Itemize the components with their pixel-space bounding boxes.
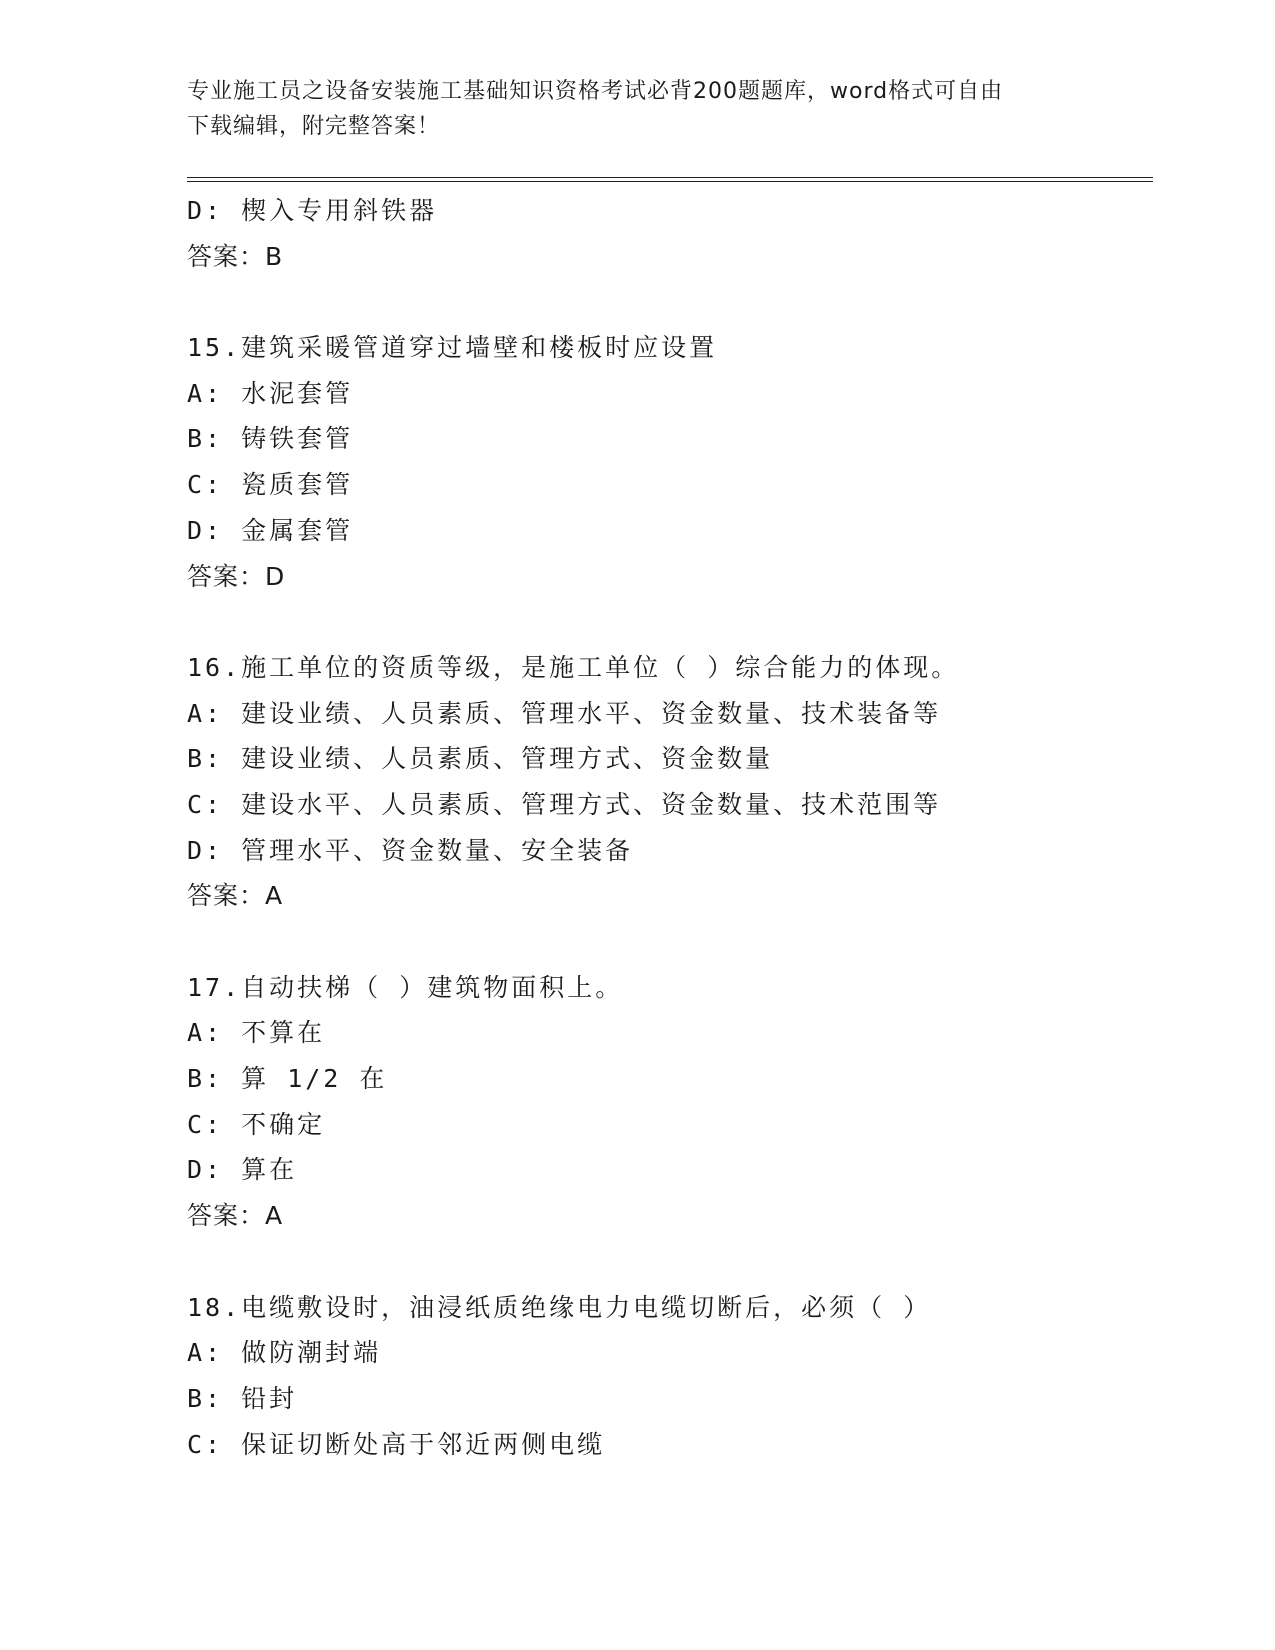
prev-answer: 答案：B bbox=[187, 241, 284, 271]
question-stem: 16.施工单位的资质等级，是施工单位（ ）综合能力的体现。 bbox=[187, 652, 960, 682]
option-b: B: 算 1/2 在 bbox=[187, 1064, 388, 1094]
option-b: B: 铅封 bbox=[187, 1383, 298, 1413]
prev-option-d: D: 楔入专用斜铁器 bbox=[187, 196, 438, 225]
option-b: B: 建设业绩、人员素质、管理方式、资金数量 bbox=[187, 744, 774, 774]
option-c: C: 建设水平、人员素质、管理方式、资金数量、技术范围等 bbox=[187, 789, 942, 819]
spacer bbox=[187, 279, 1153, 325]
spacer bbox=[187, 1239, 1153, 1285]
option-b: B: 铸铁套管 bbox=[187, 424, 354, 454]
header-title-line1: 专业施工员之设备安装施工基础知识资格考试必背200题题库，word格式可自由 bbox=[187, 79, 1004, 104]
option-a: A: 不算在 bbox=[187, 1018, 326, 1048]
question-17 bbox=[187, 965, 1153, 1239]
question-stem: 17.自动扶梯（ ）建筑物面积上。 bbox=[187, 972, 624, 1002]
spacer bbox=[187, 599, 1153, 645]
answer: 答案：D bbox=[187, 561, 286, 591]
question-16 bbox=[187, 645, 1153, 919]
option-a: A: 做防潮封端 bbox=[187, 1338, 382, 1368]
question-stem: 18.电缆敷设时，油浸纸质绝缘电力电缆切断后，必须（ ） bbox=[187, 1292, 932, 1322]
header-title-line2: 下载编辑，附完整答案！ bbox=[187, 114, 441, 139]
option-a: A: 水泥套管 bbox=[187, 378, 354, 408]
option-c: C: 保证切断处高于邻近两侧电缆 bbox=[187, 1429, 606, 1459]
answer: 答案：A bbox=[187, 1201, 284, 1231]
question-stem: 15.建筑采暖管道穿过墙壁和楼板时应设置 bbox=[187, 333, 718, 363]
header-rule-top bbox=[187, 177, 1153, 178]
document-header bbox=[187, 74, 1067, 144]
header-rule-bottom bbox=[187, 181, 1153, 182]
option-c: C: 不确定 bbox=[187, 1109, 326, 1139]
answer: 答案：A bbox=[187, 881, 284, 911]
option-c: C: 瓷质套管 bbox=[187, 470, 354, 500]
question-18 bbox=[187, 1285, 1153, 1468]
option-a: A: 建设业绩、人员素质、管理水平、资金数量、技术装备等 bbox=[187, 698, 942, 728]
question-list bbox=[187, 188, 1153, 1467]
spacer bbox=[187, 919, 1153, 965]
question-15 bbox=[187, 325, 1153, 599]
option-d: D: 金属套管 bbox=[187, 515, 354, 545]
option-d: D: 管理水平、资金数量、安全装备 bbox=[187, 835, 634, 865]
option-d: D: 算在 bbox=[187, 1155, 298, 1185]
